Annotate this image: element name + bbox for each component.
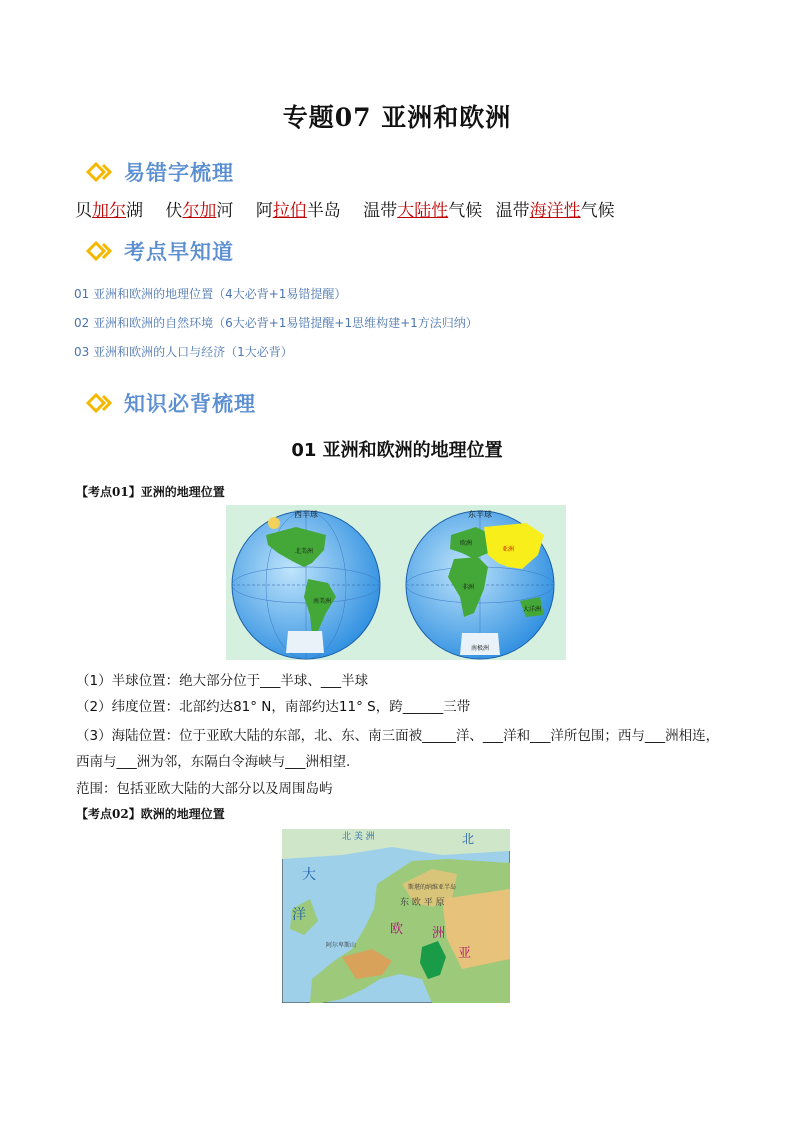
mistake-word: 温带海洋性气候 bbox=[495, 201, 615, 221]
page-title: 专题07 亚洲和欧洲 bbox=[282, 103, 512, 132]
subsection-heading: 01 亚洲和欧洲的地理位置 bbox=[291, 440, 503, 461]
map-label: 大 bbox=[302, 867, 316, 883]
text-line: （3）海陆位置：位于亚欧大陆的东部，北、东、南三面被_____洋、___洋和___洋所包围；西与___洲相连， bbox=[76, 728, 720, 744]
text-line: （2）纬度位置：北部约达81° N，南部约达11° S，跨______三带 bbox=[76, 699, 471, 715]
mistake-word: 贝加尔湖 bbox=[75, 201, 143, 221]
globe-label: 南极洲 bbox=[470, 645, 490, 652]
western-hemisphere-globe bbox=[232, 511, 380, 659]
map-label: 北 美 洲 bbox=[342, 832, 375, 842]
diamond-chevron-icon bbox=[86, 393, 118, 413]
map-label: 东 欧 平 原 bbox=[400, 898, 445, 908]
diamond-chevron-icon bbox=[86, 241, 118, 261]
diamond-chevron-icon bbox=[86, 162, 118, 182]
map-label: 亚 bbox=[458, 946, 472, 961]
globe-label: 北美洲 bbox=[294, 548, 314, 555]
globe-label: 大洋洲 bbox=[522, 606, 542, 613]
globe-label: 欧洲 bbox=[459, 540, 473, 547]
map-label: 洲 bbox=[432, 926, 446, 941]
text-line: 西南与___洲为邻，东隔白令海峡与___洲相望. bbox=[76, 754, 351, 770]
hemispheres-map-image bbox=[226, 505, 566, 660]
globe-label: 南美洲 bbox=[312, 598, 332, 605]
europe-map-image bbox=[282, 829, 510, 1003]
kaodian-label: 【考点02】欧洲的地理位置 bbox=[76, 807, 225, 821]
section-title: 知识必背梳理 bbox=[124, 392, 256, 416]
text-line: （1）半球位置：绝大部分位于___半球、___半球 bbox=[76, 673, 369, 689]
map-label: 阿尔卑斯山 bbox=[326, 942, 357, 949]
map-label: 北 bbox=[462, 832, 475, 846]
globe-label: 西半球 bbox=[294, 510, 318, 519]
section-heading-mistakes bbox=[86, 157, 234, 187]
mistake-word: 伏尔加河 bbox=[165, 201, 234, 221]
eastern-hemisphere-globe bbox=[406, 511, 554, 659]
map-label: 斯堪的纳维亚半岛 bbox=[408, 884, 457, 891]
globe-label: 东半球 bbox=[468, 510, 492, 519]
mistake-word: 阿拉伯半岛 bbox=[255, 201, 341, 221]
kaodian-label: 【考点01】亚洲的地理位置 bbox=[76, 485, 225, 499]
section-title: 易错字梳理 bbox=[124, 161, 234, 185]
section-title: 考点早知道 bbox=[124, 240, 234, 264]
mistake-words bbox=[75, 196, 615, 221]
toc-item[interactable]: 02 亚洲和欧洲的自然环境（6大必背+1易错提醒+1思维构建+1方法归纳） bbox=[74, 316, 478, 330]
text-line: 范围：包括亚欧大陆的大部分以及周围岛屿 bbox=[76, 781, 333, 797]
toc-item[interactable]: 03 亚洲和欧洲的人口与经济（1大必背） bbox=[74, 345, 293, 359]
map-label: 洋 bbox=[292, 907, 306, 923]
map-label: 欧 bbox=[390, 922, 404, 937]
globe-label: 亚洲 bbox=[501, 546, 515, 553]
mistake-word: 温带大陆性气候 bbox=[363, 201, 483, 221]
section-heading-kaodian bbox=[86, 236, 234, 266]
toc-item[interactable]: 01 亚洲和欧洲的地理位置（4大必背+1易错提醒） bbox=[74, 287, 347, 301]
section-heading-knowledge bbox=[86, 388, 256, 418]
globe-label: 非洲 bbox=[461, 584, 475, 591]
